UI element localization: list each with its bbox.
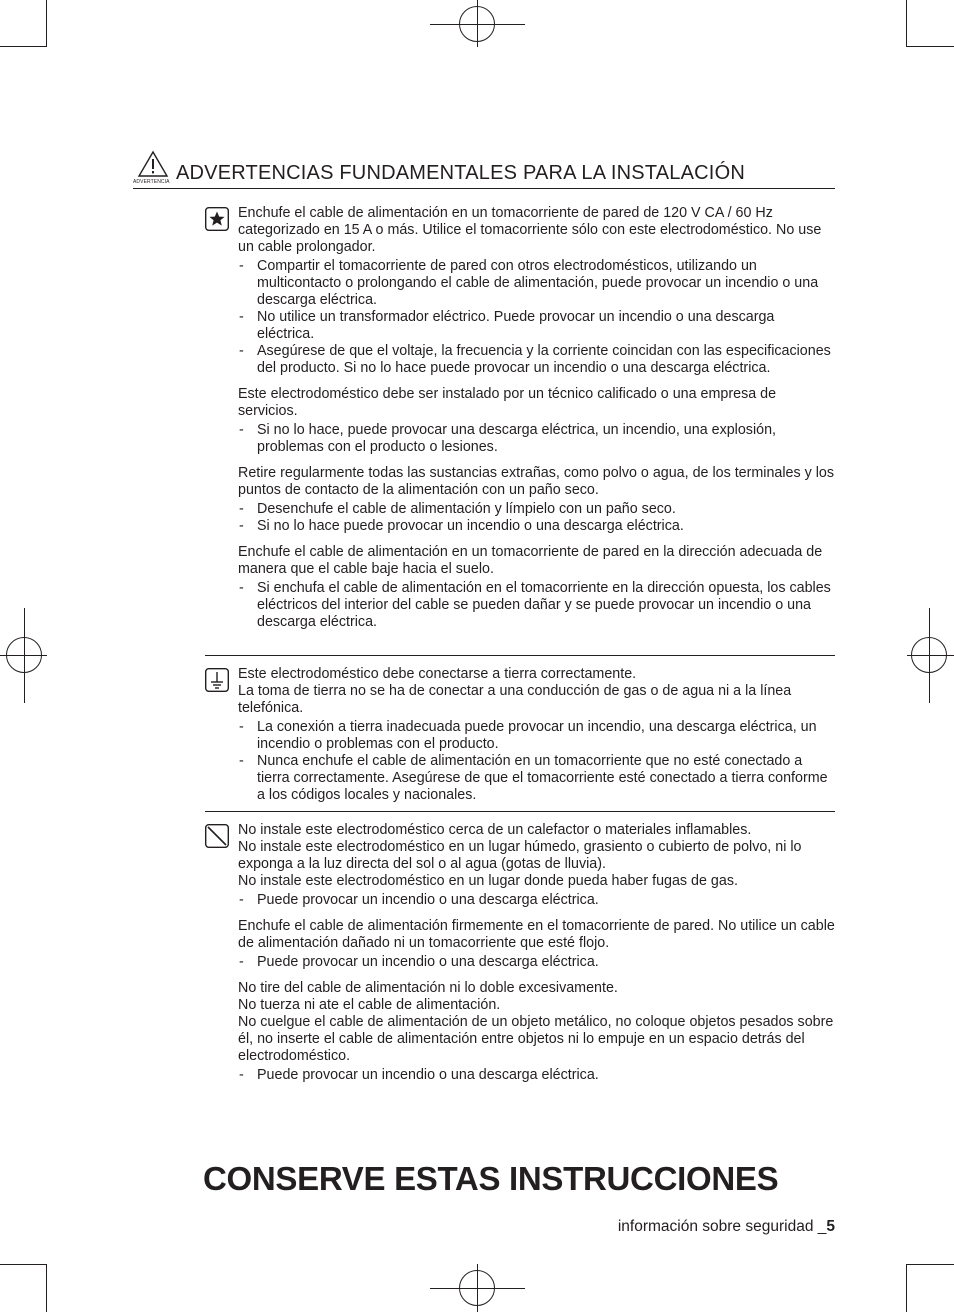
consequence-list [238, 954, 835, 971]
list-item: - Compartir el tomacorriente de pared con otros electrodomésticos, utilizando un multicontacto o prolongando el cable de alimentación, puede provocar un incendio o una descarga eléctrica. [238, 258, 835, 309]
consequence-list [238, 580, 835, 631]
section-header [133, 150, 835, 189]
paragraph: Este electrodoméstico debe ser instalado por un técnico calificado o una empresa de servicios. [238, 386, 777, 419]
list-item: - Si no lo hace, puede provocar una descarga eléctrica, un incendio, una explosión, problemas con el producto o lesiones. [238, 422, 835, 456]
crop-mark [0, 46, 47, 47]
consequence-list [238, 892, 835, 909]
footer-section-label: información sobre seguridad _ [617, 1218, 827, 1235]
paragraph: Retire regularmente todas las sustancias extrañas, como polvo o agua, de los terminales y los puntos de contacto de la alimentación con un paño seco. [238, 465, 835, 498]
list-item: - Puede provocar un incendio o una descarga eléctrica. [238, 892, 835, 909]
paragraph: No cuelgue el cable de alimentación de un objeto metálico, no coloque objetos pesados sobre él, no inserte el cable de alimentación entre objetos ni lo empuje en un espacio detrás del electrodoméstico. [238, 1014, 834, 1064]
crop-mark [906, 1264, 907, 1312]
instruction-block-prohibited [205, 822, 835, 1084]
list-item: - No utilice un transformador eléctrico. Puede provocar un incendio o una descarga eléctrica. [238, 309, 835, 343]
list-item: - Si no lo hace puede provocar un incendio o una descarga eléctrica. [238, 518, 835, 535]
paragraph: No tire del cable de alimentación ni lo doble excesivamente. [238, 980, 618, 996]
page-number: 5 [826, 1218, 835, 1235]
consequence-list [238, 501, 835, 535]
list-item: - La conexión a tierra inadecuada puede provocar un incendio, una descarga eléctrica, un incendio o problemas con el producto. [238, 719, 835, 753]
paragraph: Enchufe el cable de alimentación en un tomacorriente de pared de 120 V CA / 60 Hz categorizado en 15 A o más. Utilice el tomacorriente sólo con este electrodoméstico. No use un cable prolongador. [238, 205, 822, 255]
crop-mark [907, 46, 954, 47]
section-title: ADVERTENCIAS FUNDAMENTALES PARA LA INSTALACIÓN [176, 162, 745, 184]
consequence-list [238, 1067, 835, 1084]
paragraph: Este electrodoméstico debe conectarse a tierra correctamente. [238, 666, 637, 682]
block-divider [205, 655, 835, 656]
paragraph: La toma de tierra no se ha de conectar a una conducción de gas o de agua ni a la línea telefónica. [238, 683, 792, 716]
block-divider [205, 811, 835, 812]
paragraph: No instale este electrodoméstico cerca de un calefactor o materiales inflamables. [238, 822, 752, 838]
closing-heading: CONSERVE ESTAS INSTRUCCIONES [203, 1160, 779, 1197]
paragraph: Enchufe el cable de alimentación firmemente en el tomacorriente de pared. No utilice un cable de alimentación dañado ni un tomacorriente que esté flojo. [238, 918, 835, 951]
paragraph: No instale este electrodoméstico en un lugar donde pueda haber fugas de gas. [238, 873, 738, 889]
list-item: - Si enchufa el cable de alimentación en el tomacorriente en la dirección opuesta, los cables eléctricos del interior del cable se pueden dañar y se puede provocar un incendio o una descarga eléctrica. [238, 580, 835, 631]
consequence-list [238, 258, 835, 377]
consequence-list [238, 422, 835, 456]
list-item: - Nunca enchufe el cable de alimentación en un tomacorriente que no esté conectado a tierra correctamente. Asegúrese de que el tomacorriente esté conectado a tierra conforme a los códigos locales y nacionales. [238, 753, 835, 804]
warning-icon [133, 150, 173, 186]
warning-label: ADVERTENCIA [133, 179, 170, 185]
crop-mark [907, 1264, 954, 1265]
paragraph: No instale este electrodoméstico en un lugar húmedo, grasiento o cubierto de polvo, ni lo exponga a la luz directa del sol o al agua (gotas de lluvia). [238, 839, 802, 872]
page-footer [618, 1218, 835, 1236]
instruction-block-ground [205, 666, 835, 804]
prohibited-icon [205, 824, 229, 848]
list-item: - Desenchufe el cable de alimentación y límpielo con un paño seco. [238, 501, 835, 518]
crop-mark [46, 1264, 47, 1312]
instruction-block-power [205, 205, 835, 631]
paragraph: No tuerza ni ate el cable de alimentación. [238, 997, 501, 1013]
registration-circle [459, 6, 495, 42]
paragraph: Enchufe el cable de alimentación en un tomacorriente de pared en la dirección adecuada de manera que el cable baje hacia el suelo. [238, 544, 823, 577]
star-in-box-icon [205, 207, 229, 231]
list-item: - Puede provocar un incendio o una descarga eléctrica. [238, 954, 835, 971]
registration-circle [6, 637, 42, 673]
crop-mark [906, 0, 907, 47]
consequence-list [238, 719, 835, 804]
registration-circle [459, 1270, 495, 1306]
crop-mark [46, 0, 47, 47]
list-item: - Puede provocar un incendio o una descarga eléctrica. [238, 1067, 835, 1084]
crop-mark [0, 1264, 47, 1265]
list-item: - Asegúrese de que el voltaje, la frecuencia y la corriente coincidan con las especificaciones del producto. Si no lo hace puede provocar un incendio o una descarga eléctrica. [238, 343, 835, 377]
ground-plug-icon [205, 668, 229, 692]
registration-circle [911, 637, 947, 673]
